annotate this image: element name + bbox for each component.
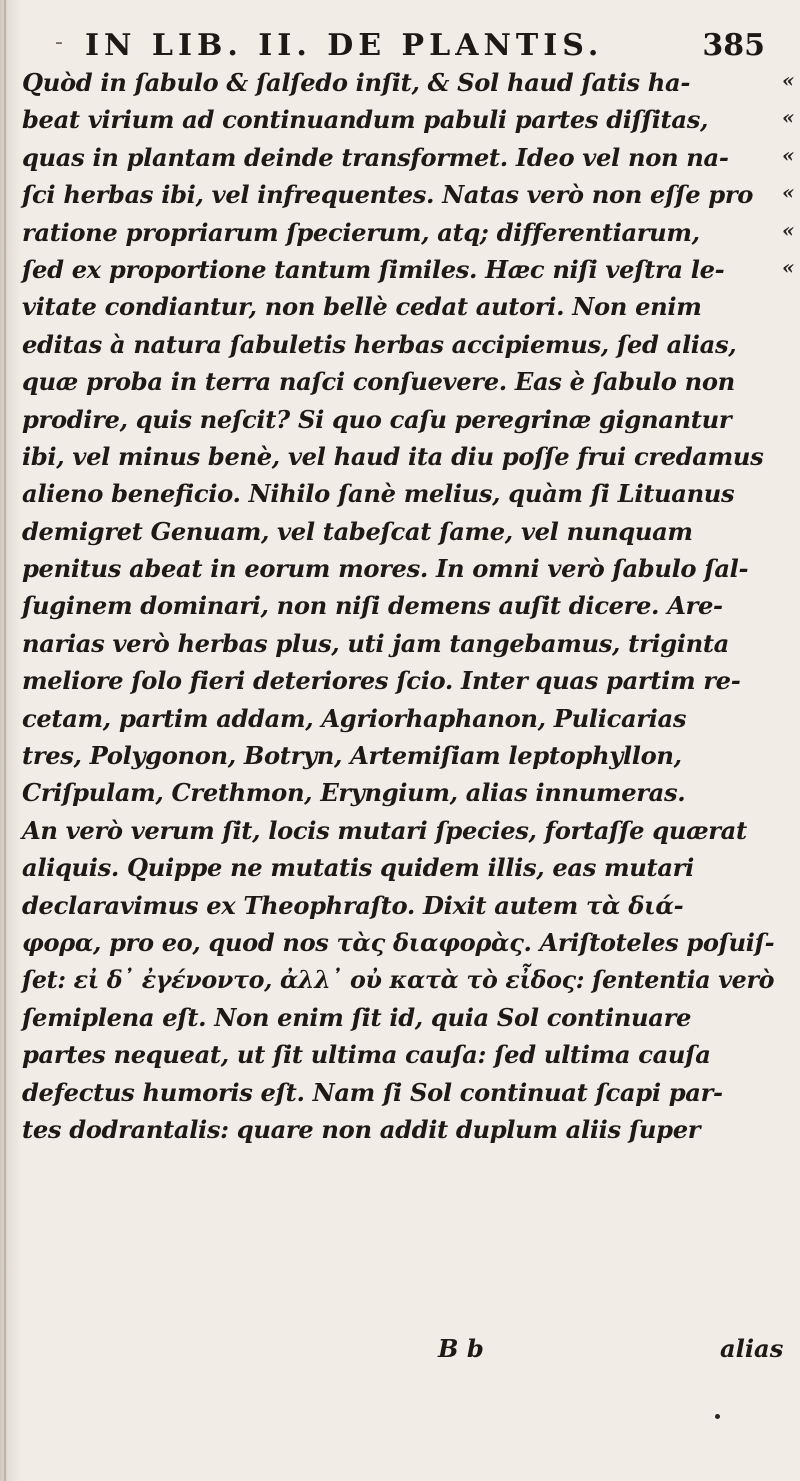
- text-line: [0, 961, 800, 998]
- text-line: [0, 64, 800, 101]
- line-text: defectus humoris eſt. Nam ſi Sol continuat ſcapi par-: [22, 1077, 723, 1107]
- text-line: [0, 288, 800, 325]
- text-line: [0, 251, 800, 288]
- line-text: editas à natura ſabuletis herbas accipiemus, ſed alias,: [22, 329, 737, 359]
- margin-quote-mark: «: [782, 142, 795, 167]
- text-line: [0, 812, 800, 849]
- line-text: narias verò herbas plus, uti jam tangebamus, triginta: [22, 628, 729, 658]
- line-text: declaravimus ex Theophraſto. Dixit autem τὰ διά-: [22, 890, 684, 920]
- line-text: ſemiplena eſt. Non enim ſit id, quia Sol continuare: [22, 1002, 692, 1032]
- line-text: Quòd in ſabulo & ſalſedo inſit, & Sol haud ſatis ha-: [22, 68, 691, 97]
- text-line: [0, 214, 800, 251]
- margin-quote-mark: «: [782, 254, 795, 279]
- page-footer: [0, 1334, 800, 1374]
- signature-mark: B b: [438, 1334, 484, 1363]
- line-text: cetam, partim addam, Agriorhaphanon, Pulicarias: [22, 703, 687, 733]
- text-line: [0, 700, 800, 737]
- body-text: [0, 64, 800, 1148]
- margin-quote-mark: «: [782, 180, 795, 205]
- line-text: alieno beneficio. Nihilo ſanè melius, quàm ſi Lituanus: [22, 479, 735, 509]
- catchword: alias: [720, 1334, 784, 1363]
- line-text: Criſpulam, Crethmon, Eryngium, alias innumeras.: [22, 778, 686, 808]
- line-text: penitus abeat in eorum mores. In omni verò ſabulo ſal-: [22, 554, 749, 584]
- text-line: [0, 401, 800, 438]
- running-head: [55, 20, 775, 70]
- line-text: tes dodrantalis: quare non addit duplum aliis ſuper: [22, 1114, 701, 1144]
- page-number: 385: [702, 28, 765, 63]
- text-line: [0, 924, 800, 961]
- text-line: [0, 139, 800, 176]
- line-text: An verò verum ſit, locis mutari ſpecies, fortaſſe quærat: [22, 815, 747, 845]
- running-head-dash: -: [55, 30, 63, 55]
- line-text: quas in plantam deinde transformet. Ideo vel non na-: [22, 142, 729, 172]
- line-text: φορα, pro eo, quod nos τὰς διαφορὰς. Ariſtoteles poſuiſ-: [22, 927, 775, 957]
- line-text: ſuginem dominari, non niſi demens auſit dicere. Are-: [22, 591, 723, 621]
- line-text: ſci herbas ibi, vel infrequentes. Natas verò non eſſe pro: [22, 180, 754, 210]
- line-text: aliquis. Quippe ne mutatis quidem illis, eas mutari: [22, 853, 694, 883]
- line-text: beat virium ad continuandum pabuli partes diſſitas,: [22, 105, 709, 135]
- text-line: [0, 1111, 800, 1148]
- margin-quote-mark: «: [782, 68, 795, 92]
- line-text: ſet: εἰ δ᾽ ἐγένοντο, ἀλλ᾽ οὐ κατὰ τὸ εἶδος: ſententia verò: [22, 965, 775, 995]
- text-line: [0, 363, 800, 400]
- text-line: [0, 101, 800, 138]
- line-text: ſed ex proportione tantum ſimiles. Hæc niſi veſtra le-: [22, 254, 725, 284]
- text-line: [0, 774, 800, 811]
- line-text: prodire, quis neſcit? Si quo caſu peregrinæ gignantur: [22, 404, 732, 434]
- text-line: [0, 849, 800, 886]
- line-text: meliore ſolo fieri deteriores ſcio. Inter quas partim re-: [22, 666, 741, 696]
- text-line: [0, 1074, 800, 1111]
- text-line: [0, 176, 800, 213]
- text-line: [0, 513, 800, 550]
- line-text: vitate condiantur, non bellè cedat autori. Non enim: [22, 292, 702, 322]
- line-text: ibi, vel minus benè, vel haud ita diu poſſe frui credamus: [22, 441, 764, 471]
- running-head-title: IN LIB. II. DE PLANTIS.: [85, 28, 604, 63]
- line-text: quæ proba in terra naſci conſuevere. Eas è ſabulo non: [22, 367, 735, 397]
- text-line: [0, 1036, 800, 1073]
- ink-speck: [715, 1414, 720, 1419]
- text-line: [0, 326, 800, 363]
- text-line: [0, 438, 800, 475]
- text-line: [0, 887, 800, 924]
- line-text: tres, Polygonon, Botryn, Artemiſiam leptophyllon,: [22, 741, 682, 771]
- text-line: [0, 999, 800, 1036]
- text-line: [0, 550, 800, 587]
- margin-quote-mark: «: [782, 217, 795, 242]
- text-line: [0, 625, 800, 662]
- line-text: partes nequeat, ut ſit ultima cauſa: ſed ultima cauſa: [22, 1040, 711, 1070]
- text-line: [0, 475, 800, 512]
- line-text: demigret Genuam, vel tabeſcat ſame, vel nunquam: [22, 516, 693, 546]
- text-line: [0, 587, 800, 624]
- text-line: [0, 662, 800, 699]
- line-text: ratione propriarum ſpecierum, atq; differentiarum,: [22, 217, 700, 247]
- text-line: [0, 737, 800, 774]
- margin-quote-mark: «: [782, 105, 795, 130]
